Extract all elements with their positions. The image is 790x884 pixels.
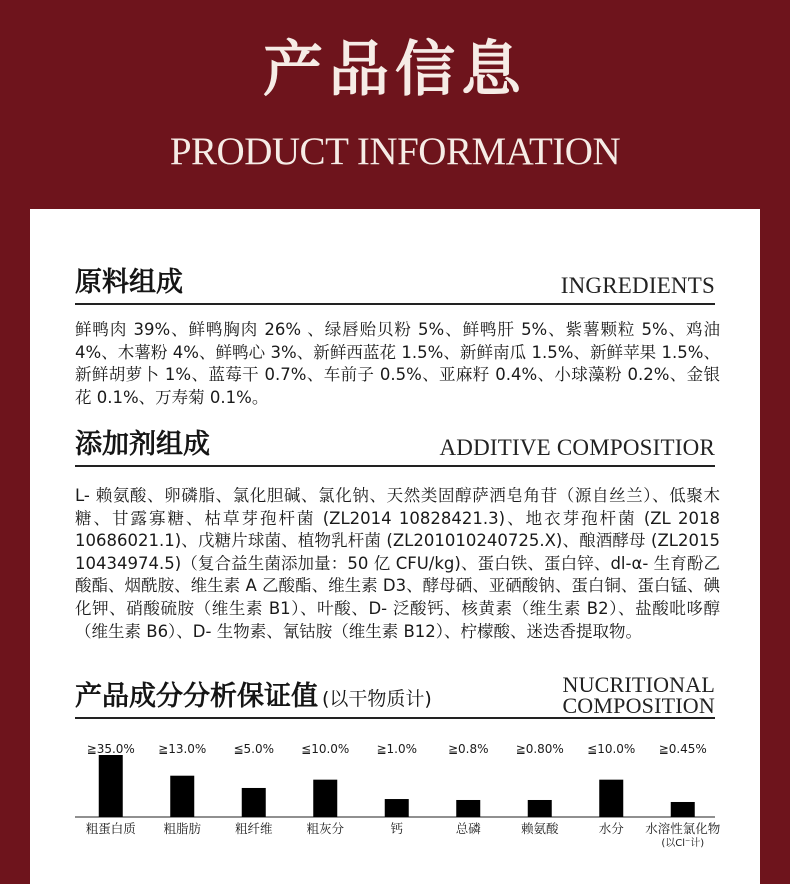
bar-0 xyxy=(99,755,123,817)
ingredients-header xyxy=(75,257,715,305)
category-note: (以Cl⁻计) xyxy=(661,838,705,849)
bar-4 xyxy=(385,799,409,817)
category-label: 水溶性氯化物 xyxy=(645,821,721,836)
category-label: 粗蛋白质 xyxy=(85,821,136,836)
ingredients-title: 原料组成 xyxy=(75,267,183,298)
category-label: 水分 xyxy=(598,821,624,836)
additives-title-en: ADDITIVE COMPOSITIOR xyxy=(439,435,715,460)
value-label: ≦10.0% xyxy=(301,742,350,756)
category-label: 粗纤维 xyxy=(234,821,273,836)
info-card xyxy=(30,209,760,884)
nutrition-title xyxy=(75,674,432,713)
value-label: ≧0.8% xyxy=(447,742,489,756)
ingredients-title-en: INGREDIENTS xyxy=(560,273,715,298)
additives-text: L- 赖氨酸、卵磷脂、氯化胆碱、氯化钠、天然类固醇萨洒皂角苷（源自丝兰）、低聚木糖、甘露寡糖、枯草芽孢杆菌 (ZL2014 10828421.3)、地衣芽孢杆菌 (ZL 2018 10686021.1)、戊糖片球菌、植物乳杆菌 (ZL201010240725.X)、酿酒酵母 (ZL2015 10434974.5)（复合益生菌添加量：50 亿 CFU/kg)、蛋白铁、蛋白锌、dl-α- 生育酚乙酸酯、烟酰胺、维生素 A 乙酸酯、维生素 D3、酵母硒、亚硒酸钠、蛋白铜、蛋白锰、碘化钾、硝酸硫胺（维生素 B1）、叶酸、D- 泛酸钙、核黄素（维生素 B2）、盐酸吡哆醇（维生素 B6）、D- 生物素、氰钴胺（维生素 B12）、柠檬酸、迷迭香提取物。 xyxy=(75,486,720,641)
bar-7 xyxy=(599,780,623,817)
category-label: 粗灰分 xyxy=(306,821,345,836)
value-label: ≧1.0% xyxy=(376,742,418,756)
nutrition-header xyxy=(75,671,715,719)
category-label: 赖氨酸 xyxy=(520,821,559,836)
nutrition-bar-chart xyxy=(75,739,721,879)
bar-1 xyxy=(170,776,194,817)
value-label: ≧0.80% xyxy=(515,742,564,756)
bar-3 xyxy=(313,780,337,817)
category-label: 钙 xyxy=(390,821,404,836)
category-label: 粗脂肪 xyxy=(163,821,202,836)
value-label: ≦5.0% xyxy=(233,742,275,756)
nutrition-note: (以干物质计) xyxy=(322,688,432,710)
nutrition-title-en xyxy=(562,674,715,716)
category-label: 总磷 xyxy=(455,821,481,836)
ingredients-text: 鲜鸭肉 39%、鲜鸭胸肉 26% 、绿唇贻贝粉 5%、鲜鸭肝 5%、紫薯颗粒 5%、鸡油 4%、木薯粉 4%、鲜鸭心 3%、新鲜西蓝花 1.5%、新鲜南瓜 1.5%、新鲜苹果 1.5%、新鲜胡萝卜 1%、蓝莓干 0.7%、车前子 0.5%、亚麻籽 0.4%、小球藻粉 0.2%、金银花 0.1%、万寿菊 0.1%。 xyxy=(75,320,720,407)
nutrition-title-en-line1: NUCRITIONAL xyxy=(562,672,715,697)
bar-6 xyxy=(528,800,552,817)
bar-8 xyxy=(671,802,695,817)
additives-title: 添加剂组成 xyxy=(75,429,210,460)
additives-header xyxy=(75,419,715,467)
value-label: ≧35.0% xyxy=(86,742,135,756)
bar-2 xyxy=(242,788,266,817)
value-label: ≦10.0% xyxy=(587,742,636,756)
value-label: ≧13.0% xyxy=(158,742,207,756)
header-title-cn: 产品信息 xyxy=(263,35,527,105)
nutrition-title-text: 产品成分分析保证值 xyxy=(75,681,318,712)
nutrition-chart xyxy=(75,739,721,879)
nutrition-title-en-line2: COMPOSITION xyxy=(562,693,715,718)
value-label: ≧0.45% xyxy=(658,742,707,756)
header-title-en: PRODUCT INFORMATION xyxy=(169,130,621,173)
bar-5 xyxy=(456,800,480,817)
